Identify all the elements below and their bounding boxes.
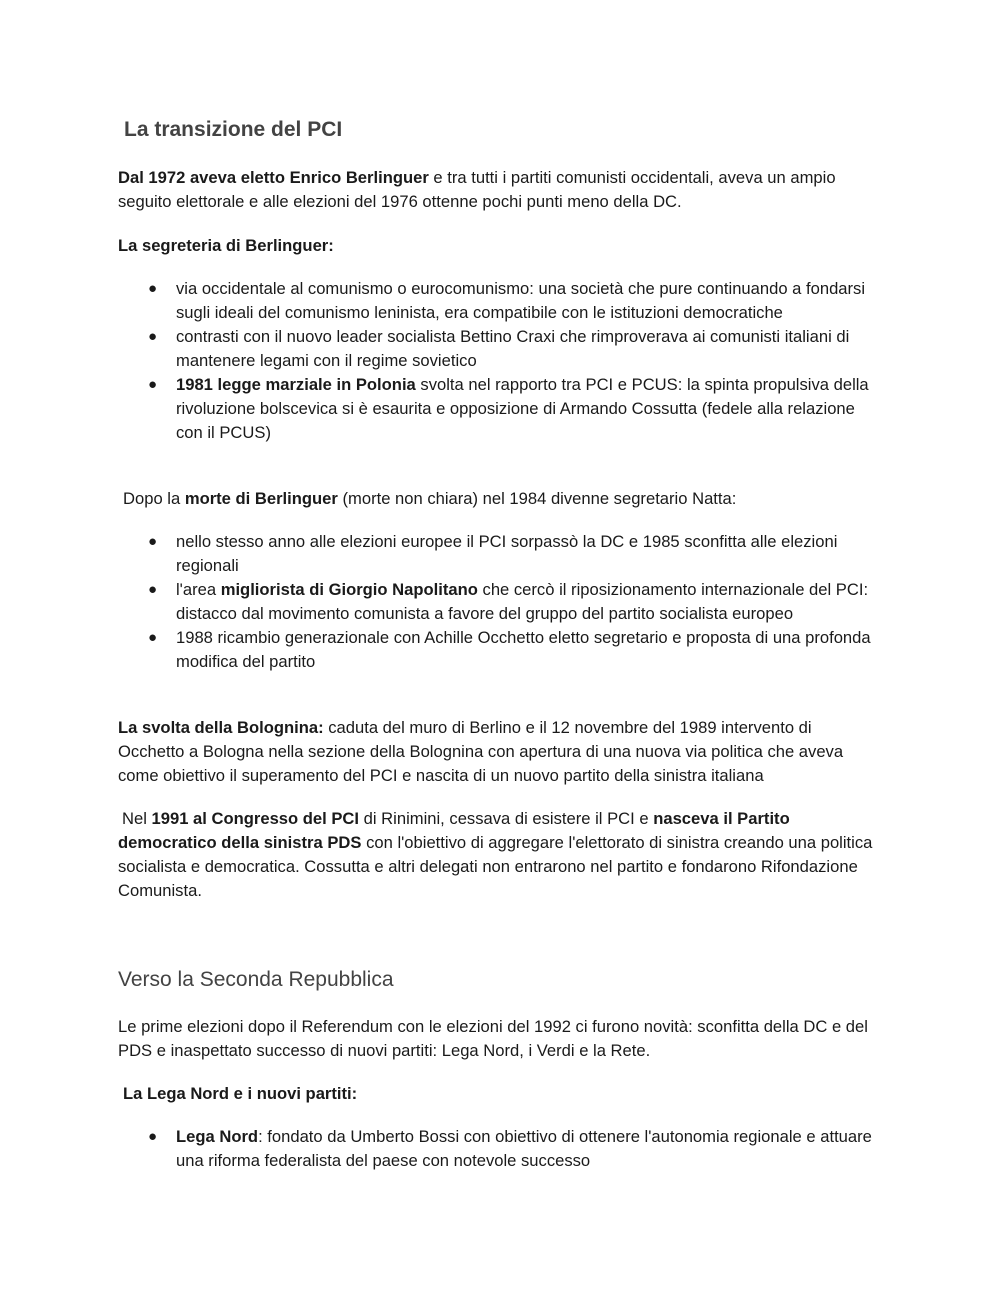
bullet-icon: ● xyxy=(148,533,158,550)
bullet-icon: ● xyxy=(148,1128,158,1145)
bullet-icon: ● xyxy=(148,629,158,646)
bold-text: 1991 al Congresso del PCI xyxy=(151,809,360,828)
bold-text: Lega Nord xyxy=(176,1127,259,1146)
bold-text: morte di Berlinguer xyxy=(184,489,338,508)
paragraph-congresso xyxy=(118,807,878,903)
paragraph-text: di Rinimini, cessava di esistere il PCI e xyxy=(359,809,654,828)
list-item xyxy=(118,325,878,373)
list-item-text: che cercò il riposizionamento internazionale del PCI: distacco dal movimento comunista a favore del gruppo del partito socialista europeo xyxy=(176,580,869,623)
list-item xyxy=(118,277,878,325)
list-item-text: contrasti con il nuovo leader socialista Bettino Craxi che rimproverava ai comunisti italiani di mantenere legami con il regime sovietico xyxy=(176,327,850,370)
list-segreteria xyxy=(118,277,878,445)
bullet-icon: ● xyxy=(148,280,158,297)
heading-lega-nord: La Lega Nord e i nuovi partiti: xyxy=(123,1084,358,1103)
bold-text: La svolta della Bolognina: xyxy=(118,718,324,737)
paragraph-elezioni-1992: Le prime elezioni dopo il Referendum con le elezioni del 1992 ci furono novità: sconfitta della DC e del PDS e inaspettato successo di nuovi partiti: Lega Nord, i Verdi e la Rete. xyxy=(118,1017,868,1060)
bold-text: 1981 legge marziale in Polonia xyxy=(176,375,416,394)
paragraph-dopo-berlinguer xyxy=(123,487,883,511)
list-item-text: via occidentale al comunismo o eurocomunismo: una società che pure continuando a fondarsi sugli ideali del comunismo leninista, era compatibile con le istituzioni democratiche xyxy=(176,279,866,322)
list-item-text: : fondato da Umberto Bossi con obiettivo di ottenere l'autonomia regionale e attuare una riforma federalista del paese con notevole successo xyxy=(176,1127,872,1170)
paragraph-text: e tra tutti i partiti comunisti occidentali, aveva un ampio seguito elettorale e alle elezioni del 1976 ottenne pochi punti meno della DC. xyxy=(118,168,836,211)
paragraph-text: (morte non chiara) nel 1984 divenne segretario Natta: xyxy=(337,489,737,508)
list-item xyxy=(118,373,878,445)
paragraph-text: Nel xyxy=(122,809,152,828)
list-natta xyxy=(118,530,878,674)
section-title-seconda-repubblica: Verso la Seconda Repubblica xyxy=(118,968,394,991)
paragraph-text: caduta del muro di Berlino e il 12 novembre del 1989 intervento di Occhetto a Bologna nella sezione della Bolognina con apertura di una nuova via politica che aveva come obiettivo il superamento del PCI e nascita di un nuovo partito della sinistra italiana xyxy=(118,718,844,785)
list-item-text: svolta nel rapporto tra PCI e PCUS: la spinta propulsiva della rivoluzione bolscevica si è esaurita e opposizione di Armando Cossutta (fedele alla relazione con il PCUS) xyxy=(176,375,869,442)
list-item-text: 1988 ricambio generazionale con Achille Occhetto eletto segretario e proposta di una profonda modifica del partito xyxy=(176,628,871,671)
paragraph-bolognina xyxy=(118,716,878,788)
section-title-pci: La transizione del PCI xyxy=(124,118,343,141)
bold-text: Dal 1972 aveva eletto Enrico Berlinguer xyxy=(118,168,429,187)
list-lega-nord xyxy=(118,1125,878,1173)
bullet-icon: ● xyxy=(148,328,158,345)
paragraph-intro-berlinguer xyxy=(118,166,878,214)
bold-text: migliorista di Giorgio Napolitano xyxy=(220,580,478,599)
bullet-icon: ● xyxy=(148,581,158,598)
heading-segreteria: La segreteria di Berlinguer: xyxy=(118,236,334,255)
paragraph-text: con l'obiettivo di aggregare l'elettorato di sinistra creando una politica socialista e democratica. Cossutta e altri delegati non entrarono nel partito e fondarono Rifondazione Comunista. xyxy=(118,833,873,900)
bold-text: nasceva il Partito democratico della sinistra PDS xyxy=(118,809,790,852)
list-item xyxy=(118,530,878,578)
list-item xyxy=(118,578,878,626)
list-item-text: nello stesso anno alle elezioni europee il PCI sorpassò la DC e 1985 sconfitta alle elezioni regionali xyxy=(176,532,838,575)
list-item xyxy=(118,626,878,674)
list-item-text: l'area xyxy=(176,580,221,599)
bullet-icon: ● xyxy=(148,376,158,393)
paragraph-text: Dopo la xyxy=(123,489,185,508)
list-item xyxy=(118,1125,878,1173)
